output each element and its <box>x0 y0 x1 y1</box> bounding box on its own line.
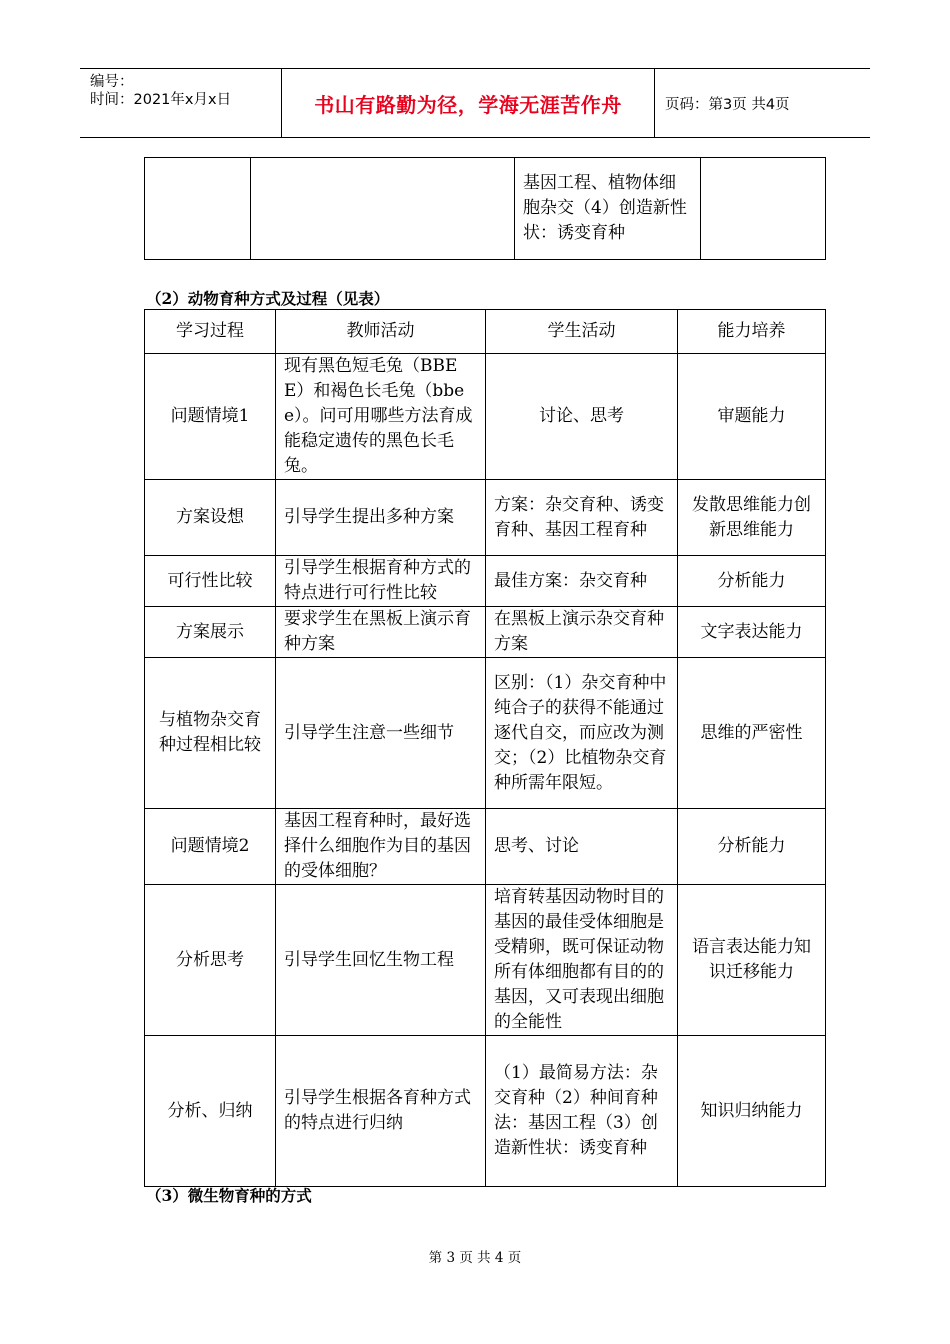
cell-process: 问题情境1 <box>145 354 276 480</box>
table-cell <box>145 158 251 260</box>
cell-ability: 知识归纳能力 <box>678 1036 826 1187</box>
cell-teacher: 要求学生在黑板上演示育种方案 <box>276 607 486 658</box>
table-row <box>145 885 826 1036</box>
cell-process: 方案设想 <box>145 480 276 556</box>
cell-process: 问题情境2 <box>145 809 276 885</box>
cell-ability: 语言表达能力知识迁移能力 <box>678 885 826 1036</box>
cell-student: 在黑板上演示杂交育种方案 <box>486 607 678 658</box>
page-footer: 第 3 页 共 4 页 <box>428 1250 522 1266</box>
cell-ability: 思维的严密性 <box>678 658 826 809</box>
animal-breeding-table <box>144 309 826 1187</box>
table-row <box>145 1036 826 1187</box>
document-number-label: 编号： <box>90 74 134 90</box>
table-row <box>145 480 826 556</box>
cell-student: 区别：（1）杂交育种中纯合子的获得不能通过逐代自交，而应改为测交；（2）比植物杂交育种所需年限短。 <box>486 658 678 809</box>
cell-process: 可行性比较 <box>145 556 276 607</box>
cell-ability: 发散思维能力创新思维能力 <box>678 480 826 556</box>
cell-teacher: 引导学生注意一些细节 <box>276 658 486 809</box>
column-header: 学生活动 <box>486 310 678 354</box>
cell-process: 分析思考 <box>145 885 276 1036</box>
continued-table <box>144 157 826 260</box>
cell-ability: 审题能力 <box>678 354 826 480</box>
cell-ability: 文字表达能力 <box>678 607 826 658</box>
column-header: 教师活动 <box>276 310 486 354</box>
page-header <box>80 68 870 138</box>
cell-teacher: 引导学生提出多种方案 <box>276 480 486 556</box>
cell-process: 与植物杂交育种过程相比较 <box>145 658 276 809</box>
cell-student: 讨论、思考 <box>486 354 678 480</box>
cell-student: 最佳方案：杂交育种 <box>486 556 678 607</box>
cell-student: （1）最简易方法：杂交育种（2）种间育种法：基因工程（3）创造新性状：诱变育种 <box>486 1036 678 1187</box>
table-row <box>145 354 826 480</box>
cell-ability: 分析能力 <box>678 556 826 607</box>
cell-student: 培育转基因动物时目的基因的最佳受体细胞是受精卵，既可保证动物所有体细胞都有目的的基因，又可表现出细胞的全能性 <box>486 885 678 1036</box>
table-row <box>145 809 826 885</box>
table-cell <box>251 158 515 260</box>
document-date: 时间：2021年x月x日 <box>90 92 232 108</box>
table-header-row <box>145 310 826 354</box>
table-row <box>145 556 826 607</box>
cell-student: 方案：杂交育种、诱变育种、基因工程育种 <box>486 480 678 556</box>
cell-process: 方案展示 <box>145 607 276 658</box>
header-meta <box>80 69 280 137</box>
section-heading-microbe-breeding: （3）微生物育种的方式 <box>146 1186 312 1205</box>
header-page-info: 页码：第3页 共4页 <box>665 96 790 113</box>
cell-student: 思考、讨论 <box>486 809 678 885</box>
table-cell <box>701 158 826 260</box>
cell-teacher: 现有黑色短毛兔（BBEE）和褐色长毛兔（bbee）。问可用哪些方法育成能稳定遗传的黑色长毛兔。 <box>276 354 486 480</box>
cell-teacher: 基因工程育种时，最好选择什么细胞作为目的基因的受体细胞？ <box>276 809 486 885</box>
table-cell-student: 基因工程、植物体细胞杂交（4）创造新性状：诱变育种 <box>515 158 701 260</box>
table-row <box>145 607 826 658</box>
table-row <box>145 158 826 260</box>
cell-process: 分析、归纳 <box>145 1036 276 1187</box>
table-row <box>145 658 826 809</box>
section-heading-animal-breeding: （2）动物育种方式及过程（见表） <box>146 289 390 308</box>
cell-teacher: 引导学生回忆生物工程 <box>276 885 486 1036</box>
header-motto: 书山有路勤为径，学海无涯苦作舟 <box>281 69 655 137</box>
cell-teacher: 引导学生根据各育种方式的特点进行归纳 <box>276 1036 486 1187</box>
column-header: 能力培养 <box>678 310 826 354</box>
cell-ability: 分析能力 <box>678 809 826 885</box>
cell-teacher: 引导学生根据育种方式的特点进行可行性比较 <box>276 556 486 607</box>
column-header: 学习过程 <box>145 310 276 354</box>
